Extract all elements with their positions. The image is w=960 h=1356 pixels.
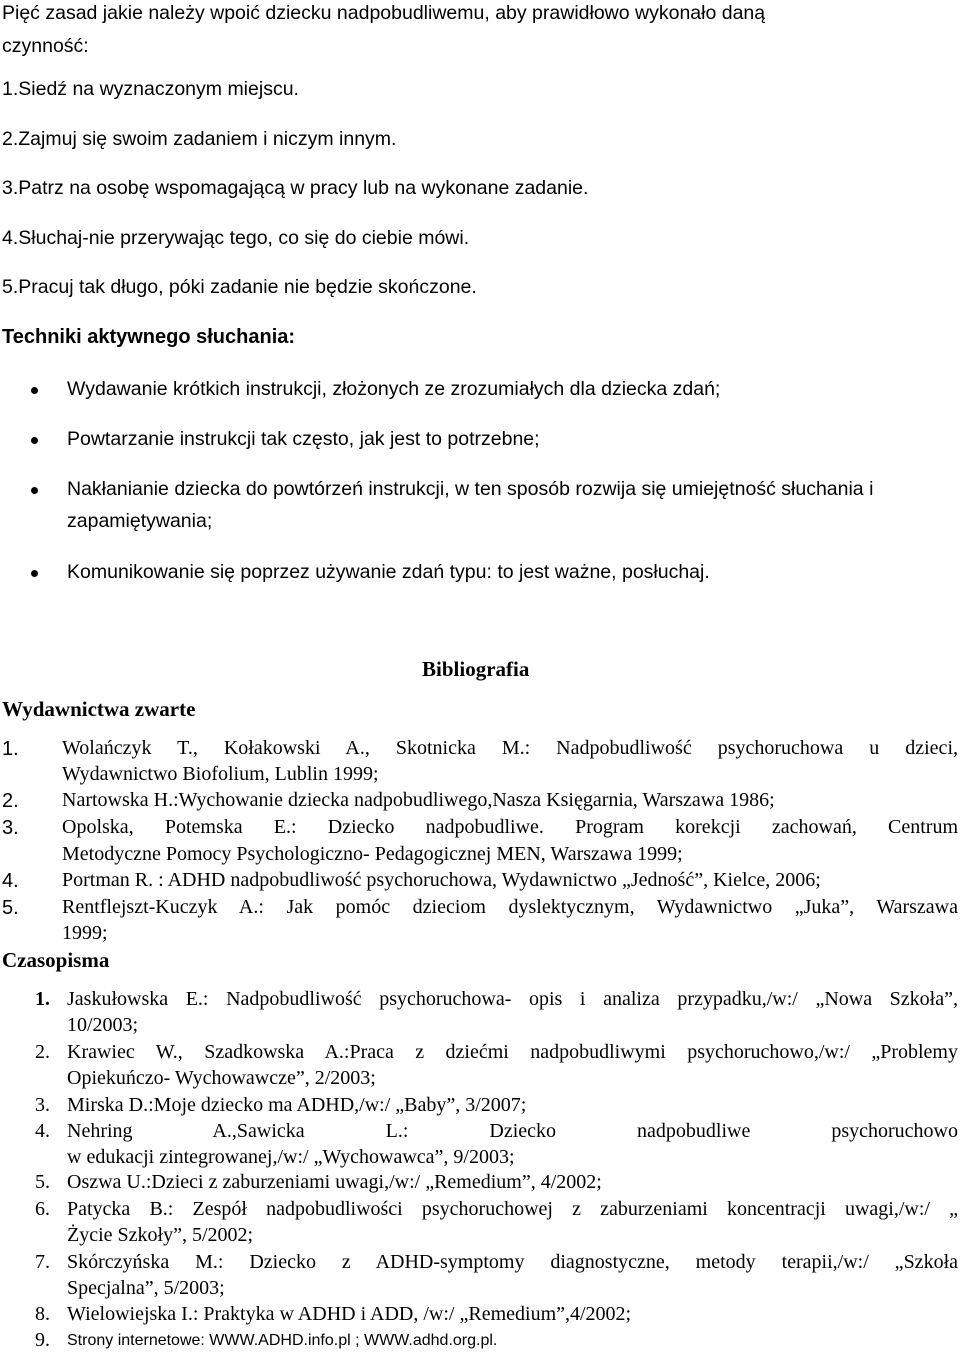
book-number: 1. — [2, 738, 19, 760]
technique-text: Powtarzanie instrukcji tak często, jak jest to potrzebne; — [67, 428, 540, 450]
technique-text: Komunikowanie się poprzez używanie zdań typu: to jest ważne, posłuchaj. — [67, 561, 710, 583]
book-entry-continuation: Wydawnictwo Biofolium, Lublin 1999; — [62, 763, 379, 785]
book-entry: Nartowska H.:Wychowanie dziecka nadpobudliwego,Nasza Księgarnia, Warszawa 1986; — [62, 789, 775, 811]
book-number: 2. — [2, 790, 19, 812]
bibliography-title: Bibliografia — [422, 657, 530, 681]
rule-item: 1.Siedź na wyznaczonym miejscu. — [2, 78, 299, 100]
journal-number: 4. — [35, 1120, 50, 1142]
journals-section-title: Czasopisma — [2, 948, 110, 972]
journal-entry-continuation: Opiekuńczo- Wychowawcze”, 2/2003; — [67, 1067, 376, 1089]
book-entry: Portman R. : ADHD nadpobudliwość psychoruchowa, Wydawnictwo „Jedność”, Kielce, 2006; — [62, 869, 821, 891]
journal-number: 9. — [35, 1329, 50, 1351]
books-section-title: Wydawnictwa zwarte — [2, 697, 196, 721]
journal-entry: Krawiec W., Szadkowska A.:Praca z dziećmi nadpobudliwymi psychoruchowo,/w:/ „Problemy — [67, 1041, 958, 1063]
journal-entry-continuation: w edukacji zintegrowanej,/w:/ „Wychowawca”, 9/2003; — [67, 1146, 515, 1168]
techniques-title: Techniki aktywnego słuchania: — [2, 326, 296, 348]
journal-entry-continuation: Specjalna”, 5/2003; — [67, 1277, 225, 1299]
book-entry: Opolska, Potemska E.: Dziecko nadpobudliwe. Program korekcji zachowań, Centrum — [62, 816, 958, 838]
journal-entry: Jaskułowska E.: Nadpobudliwość psychoruchowa- opis i analiza przypadku,/w:/ „Nowa Szkoła”, — [67, 988, 958, 1010]
journal-entry: Oszwa U.:Dzieci z zaburzeniami uwagi,/w:/ „Remedium”, 4/2002; — [67, 1171, 602, 1193]
journal-entry-continuation: 10/2003; — [67, 1014, 139, 1036]
intro-heading-line-1: Pięć zasad jakie należy wpoić dziecku nadpobudliwemu, aby prawidłowo wykonało daną — [2, 2, 766, 24]
journal-entry: Skórczyńska M.: Dziecko z ADHD-symptomy diagnostyczne, metody terapii,/w:/ „Szkoła — [67, 1251, 958, 1273]
book-entry: Wolańczyk T., Kołakowski A., Skotnicka M.: Nadpobudliwość psychoruchowa u dzieci, — [62, 737, 958, 759]
bullet-icon — [31, 570, 38, 577]
bullet-icon — [31, 437, 38, 444]
book-number: 3. — [2, 817, 19, 839]
technique-text: Wydawanie krótkich instrukcji, złożonych ze zrozumiałych dla dziecka zdań; — [67, 378, 721, 400]
journal-number: 7. — [35, 1251, 50, 1273]
journal-number: 8. — [35, 1303, 50, 1325]
rule-item: 3.Patrz na osobę wspomagającą w pracy lub na wykonane zadanie. — [2, 177, 589, 199]
journal-number: 3. — [35, 1094, 50, 1116]
bullet-icon — [31, 487, 38, 494]
book-entry: Rentflejszt-Kuczyk A.: Jak pomóc dzieciom dyslektycznym, Wydawnictwo „Juka”, Warszawa — [62, 896, 958, 918]
journal-entry: Nehring A.,Sawicka L.: Dziecko nadpobudliwe psychoruchowo — [67, 1120, 958, 1142]
journal-number: 6. — [35, 1198, 50, 1220]
book-entry-continuation: 1999; — [62, 922, 108, 944]
book-number: 5. — [2, 897, 19, 919]
journal-number: 2. — [35, 1041, 50, 1063]
rule-item: 4.Słuchaj-nie przerywając tego, co się do ciebie mówi. — [2, 227, 470, 249]
book-entry-continuation: Metodyczne Pomocy Psychologiczno- Pedagogicznej MEN, Warszawa 1999; — [62, 843, 683, 865]
journal-entry: Wielowiejska I.: Praktyka w ADHD i ADD, /w:/ „Remedium”,4/2002; — [67, 1303, 632, 1325]
journal-entry: Patycka B.: Zespół nadpobudliwości psychoruchowej z zaburzeniami koncentracji uwagi,/w:/ „ — [67, 1198, 958, 1220]
technique-text: Nakłanianie dziecka do powtórzeń instrukcji, w ten sposób rozwija się umiejętność słuchania i — [67, 478, 874, 500]
journal-number: 1. — [35, 988, 50, 1010]
journal-entry-continuation: Życie Szkoły”, 5/2002; — [67, 1224, 254, 1246]
book-number: 4. — [2, 870, 19, 892]
rule-item: 5.Pracuj tak długo, póki zadanie nie będzie skończone. — [2, 276, 477, 298]
intro-heading-line-2: czynność: — [2, 35, 89, 57]
bullet-icon — [31, 387, 38, 394]
journal-entry: Strony internetowe: WWW.ADHD.info.pl ; WWW.adhd.org.pl. — [67, 1332, 498, 1349]
technique-text-continuation: zapamiętywania; — [67, 510, 213, 532]
journal-entry: Mirska D.:Moje dziecko ma ADHD,/w:/ „Baby”, 3/2007; — [67, 1094, 527, 1116]
rule-item: 2.Zajmuj się swoim zadaniem i niczym innym. — [2, 128, 397, 150]
journal-number: 5. — [35, 1171, 50, 1193]
